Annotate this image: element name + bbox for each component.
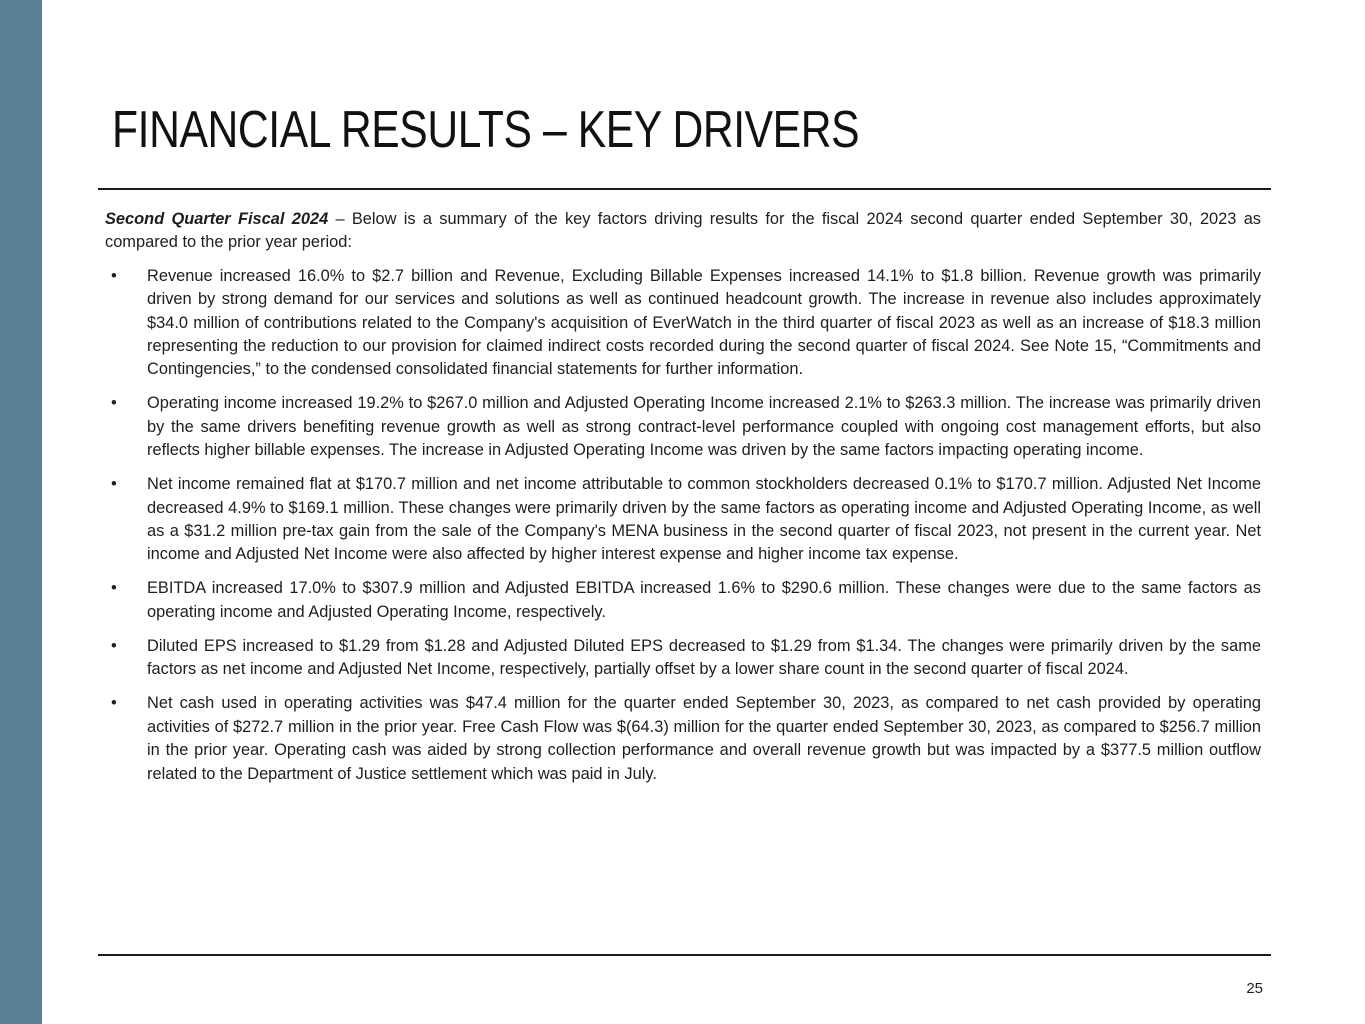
bullet-icon: • bbox=[111, 636, 117, 655]
bullet-net-income bbox=[105, 473, 1261, 567]
bullet-icon: • bbox=[111, 394, 117, 413]
bullet-text: Net income remained flat at $170.7 million and net income attributable to common stockholders decreased 0.1% to $170.7 million. Adjusted Net Income decreased 4.9% to $169.1 million. These changes were primarily driven by the same factors as operating income and Adjusted Operating Income, as well as a $31.2 million pre-tax gain from the sale of the Company's MENA business in the second quarter of fiscal 2023, not present in the current year. Net income and Adjusted Net Income were also affected by higher interest expense and higher income tax expense. bbox=[147, 475, 1261, 564]
bullet-text: Net cash used in operating activities was $47.4 million for the quarter ended September 30, 2023, as compared to net cash provided by operating activities of $272.7 million in the prior year. Free Cash Flow was $(64.3) million for the quarter ended September 30, 2023, as compared to $256.7 million in the prior year. Operating cash was aided by strong collection performance and overall revenue growth but was impacted by a $377.5 million outflow related to the Department of Justice settlement which was paid in July. bbox=[147, 694, 1261, 783]
slide-title: FINANCIAL RESULTS – KEY DRIVERS bbox=[112, 101, 860, 159]
bullet-revenue bbox=[105, 265, 1261, 382]
intro-paragraph bbox=[105, 208, 1261, 255]
intro-emphasis: Second Quarter Fiscal 2024 bbox=[105, 210, 329, 228]
key-drivers-list bbox=[105, 265, 1261, 786]
title-divider bbox=[98, 188, 1271, 190]
bullet-icon: • bbox=[111, 694, 117, 713]
bullet-operating-income bbox=[105, 392, 1261, 462]
bullet-text: Diluted EPS increased to $1.29 from $1.28 and Adjusted Diluted EPS decreased to $1.29 from $1.34. The changes were primarily driven by the same factors as net income and Adjusted Net Income, respectively, partially offset by a lower share count in the second quarter of fiscal 2024. bbox=[147, 636, 1261, 679]
slide-body bbox=[105, 208, 1261, 797]
bullet-icon: • bbox=[111, 579, 117, 598]
bullet-text: Revenue increased 16.0% to $2.7 billion and Revenue, Excluding Billable Expenses increased 14.1% to $1.8 billion. Revenue growth was primarily driven by strong demand for our services and solutions as well as continued headcount growth. The increase in revenue also includes approximately $34.0 million of contributions related to the Company's acquisition of EverWatch in the third quarter of fiscal 2023 as well as an increase of $18.3 million representing the reduction to our provision for claimed indirect costs recorded during the second quarter of fiscal 2024. See Note 15, “Commitments and Contingencies,” to the condensed consolidated financial statements for further information. bbox=[147, 266, 1261, 379]
bullet-icon: • bbox=[111, 266, 117, 285]
bullet-diluted-eps bbox=[105, 635, 1261, 682]
bullet-text: EBITDA increased 17.0% to $307.9 million and Adjusted EBITDA increased 1.6% to $290.6 million. These changes were due to the same factors as operating income and Adjusted Operating Income, respectively. bbox=[147, 579, 1261, 621]
bullet-cash-flow bbox=[105, 692, 1261, 786]
intro-text: – Below is a summary of the key factors driving results for the fiscal 2024 second quarter ended September 30, 2023 as compared to the prior year period: bbox=[105, 210, 1262, 252]
bullet-ebitda bbox=[105, 577, 1261, 624]
side-accent-bar bbox=[0, 0, 42, 1024]
page-number: 25 bbox=[1246, 980, 1263, 997]
bullet-text: Operating income increased 19.2% to $267.0 million and Adjusted Operating Income increased 2.1% to $263.3 million. The increase was primarily driven by the same drivers benefiting revenue growth as well as strong contract-level performance coupled with ongoing cost management efforts, but also reflects higher billable expenses. The increase in Adjusted Operating Income was driven by the same factors impacting operating income. bbox=[147, 394, 1261, 460]
bullet-icon: • bbox=[111, 475, 117, 494]
footer-divider bbox=[98, 954, 1271, 956]
